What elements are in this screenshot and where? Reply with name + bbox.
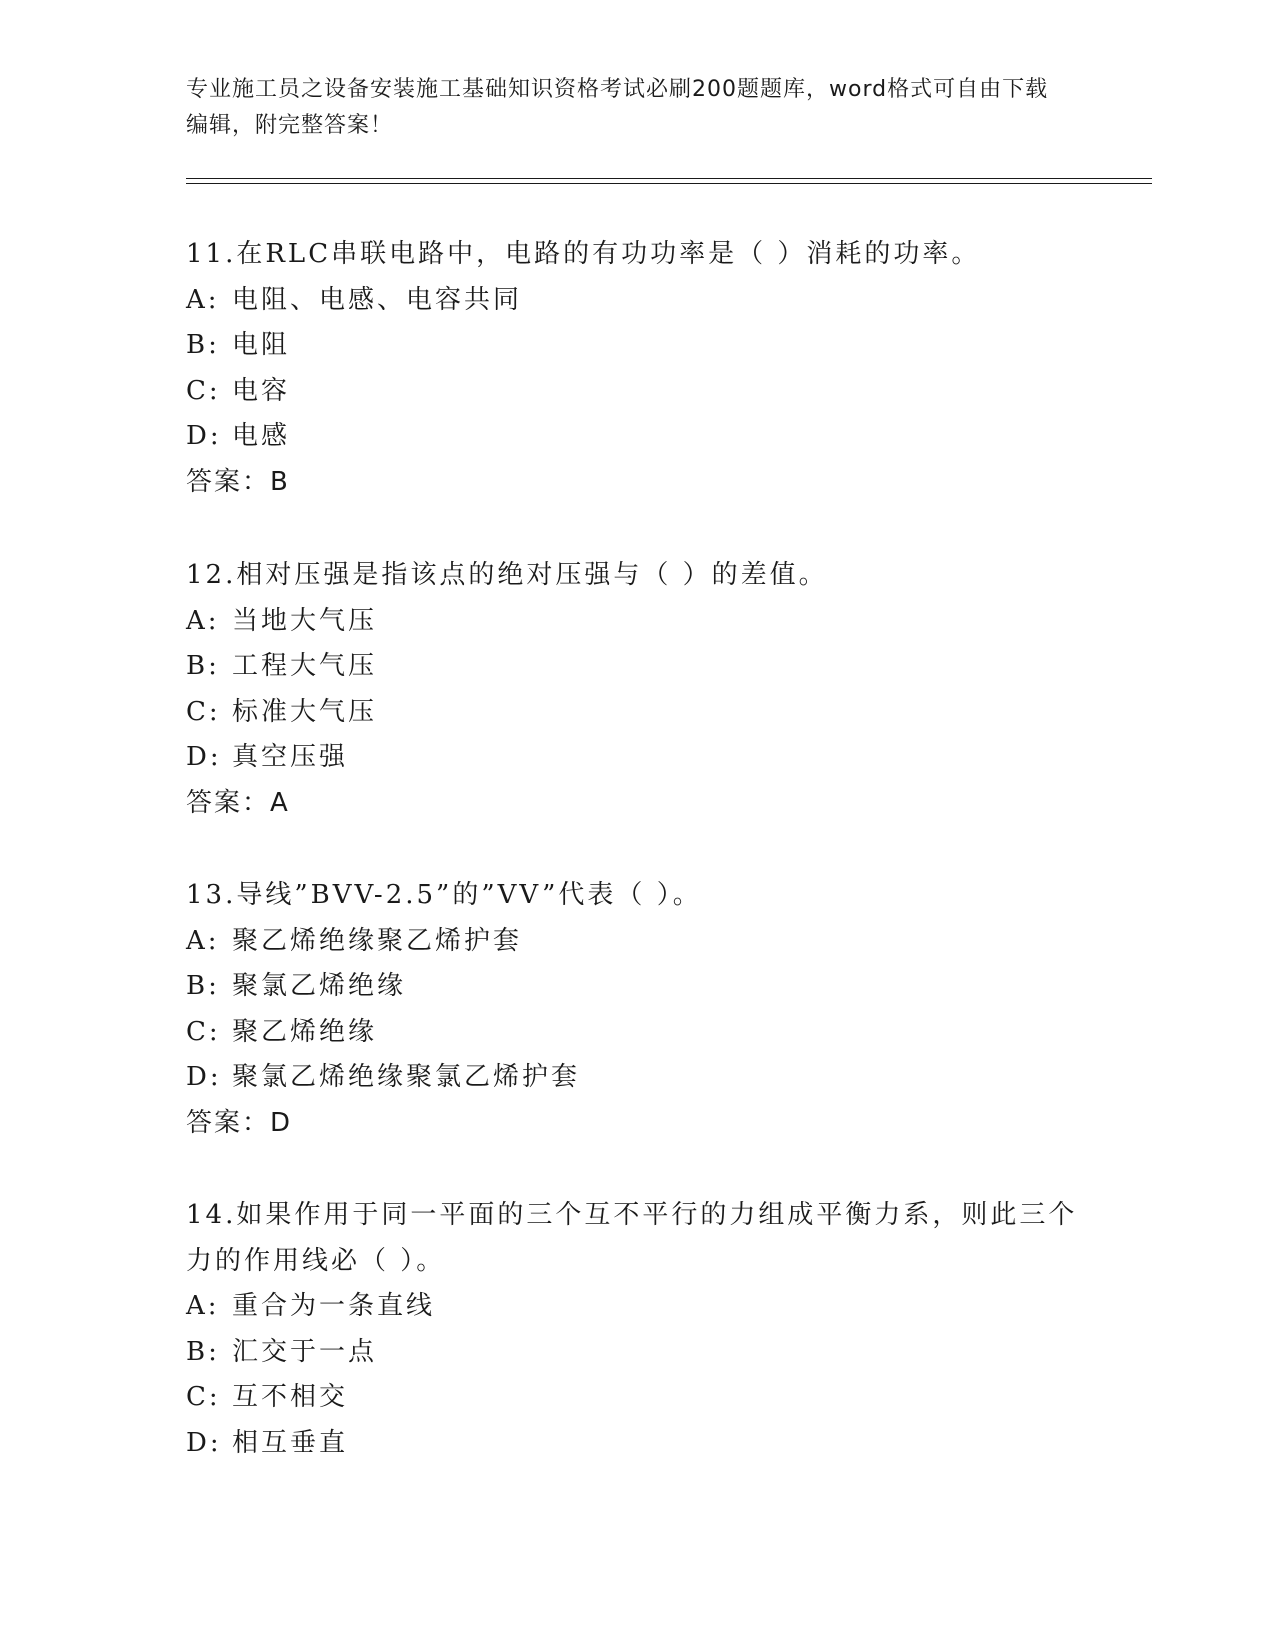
option-key: C: [186,696,221,727]
option-key: B: [186,651,220,681]
answer-line: 答案：A [186,787,290,818]
option-a [186,278,1086,324]
option-b [186,644,1086,690]
option-text: 标准大气压 [232,696,378,727]
option-c [186,1375,1086,1421]
option-c [186,1010,1086,1056]
option-a [186,919,1086,965]
question-stem: 13.导线”BVV-2.5”的”VV”代表（ ）。 [186,880,702,910]
option-key: D: [186,1062,222,1092]
option-d [186,1055,1086,1101]
option-key: B: [186,330,220,360]
option-c [186,369,1086,415]
option-key: B: [186,1336,220,1367]
option-text: 电阻 [232,330,291,360]
header-divider-bottom [186,183,1152,184]
option-text: 聚乙烯绝缘聚乙烯护套 [232,925,523,956]
option-key: C: [186,1016,221,1047]
option-c [186,690,1086,736]
option-text: 电阻、电感、电容共同 [232,284,523,315]
option-key: A: [186,925,220,956]
option-key: B: [186,971,220,1001]
option-text: 真空压强 [232,742,349,772]
option-d [186,414,1086,460]
option-key: C: [186,375,221,406]
question-stem: 12.相对压强是指该点的绝对压强与（ ）的差值。 [186,560,828,590]
option-key: A: [186,1291,220,1321]
answer-line: 答案：D [186,1107,293,1138]
option-key: A: [186,605,220,636]
option-b [186,323,1086,369]
option-key: D: [186,742,222,772]
option-b [186,964,1086,1010]
question-block [186,1193,1086,1466]
question-stem: 14.如果作用于同一平面的三个互不平行的力组成平衡力系，则此三个力的作用线必（ ）。 [186,1200,1078,1276]
option-d [186,735,1086,781]
option-text: 当地大气压 [232,605,378,636]
option-d [186,1421,1086,1467]
option-text: 汇交于一点 [232,1336,378,1367]
question-block [186,873,1086,1146]
option-text: 相互垂直 [232,1427,349,1458]
option-text: 聚氯乙烯绝缘聚氯乙烯护套 [232,1062,581,1092]
option-text: 聚乙烯绝缘 [232,1016,378,1047]
option-text: 互不相交 [232,1382,349,1412]
option-key: A: [186,284,220,315]
option-a [186,599,1086,645]
option-key: C: [186,1382,221,1412]
document-header: 专业施工员之设备安装施工基础知识资格考试必刷200题题库，word格式可自由下载编辑，附完整答案！ [186,77,1049,138]
option-text: 电容 [232,375,291,406]
option-a [186,1284,1086,1330]
option-key: D: [186,1427,222,1458]
question-block [186,232,1086,505]
option-text: 电感 [232,421,291,451]
header-divider-top [186,178,1152,179]
option-b [186,1330,1086,1376]
option-text: 工程大气压 [232,651,378,681]
question-stem: 11.在RLC串联电路中，电路的有功功率是（ ）消耗的功率。 [186,239,981,269]
answer-line: 答案：B [186,466,290,497]
option-text: 聚氯乙烯绝缘 [232,971,407,1001]
option-text: 重合为一条直线 [232,1291,436,1321]
option-key: D: [186,421,222,451]
question-block [186,553,1086,826]
